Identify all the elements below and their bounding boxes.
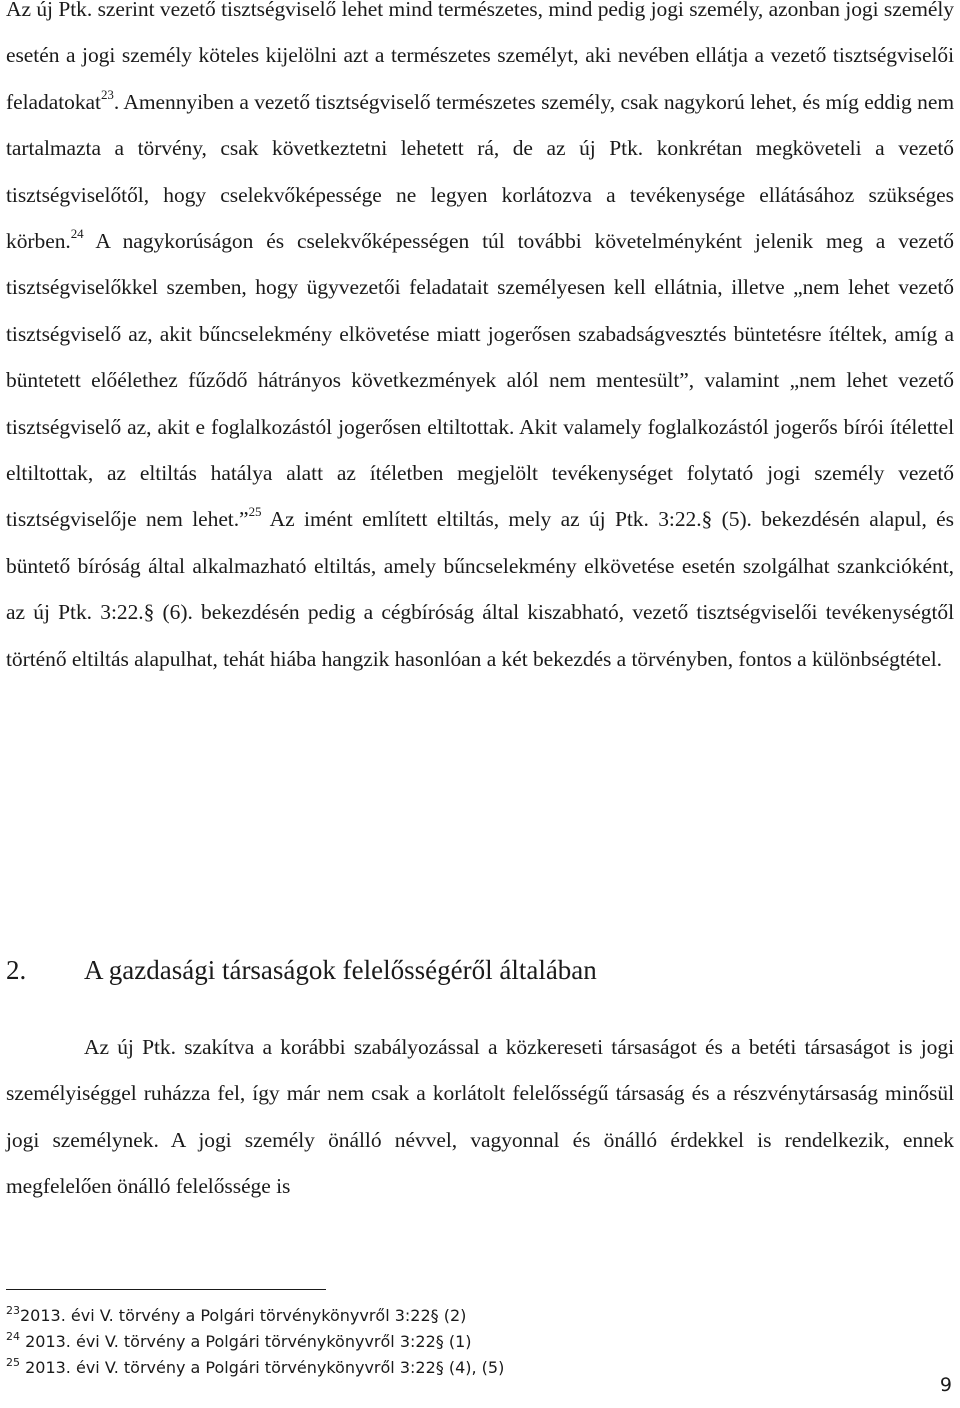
section-heading: [6, 955, 597, 986]
footnote: [6, 1303, 906, 1329]
paragraph-text: A nagykorúságon és cselekvőképességen túl további követelményként jelenik meg a vezető tisztségviselőkkel szemben, hogy ügyvezetői feladatait személyesen kell ellátnia, illetve „nem lehet vezető tisztségviselő az, akit bűncselekmény elkövetése miatt jogerősen szabadságvesztés büntetésre ítéltek, amíg a büntetett előélethez fűződő hátrányos következmények alól nem mentesült”, valamint „nem lehet vezető tisztségviselő az, akit e foglalkozástól jogerősen eltiltottak. Akit valamely foglalkozástól jogerős bírói ítélettel eltiltottak, az eltiltás hatálya alatt az ítéletben megjelölt tevékenységet folytató jogi személy vezető tisztségviselője nem lehet.”: [6, 229, 954, 532]
footnote-number: 25: [6, 1355, 20, 1369]
footnote-text: 2013. évi V. törvény a Polgári törvénykönyvről 3:22§ (1): [20, 1332, 472, 1351]
body-paragraph: [6, 0, 954, 682]
body-paragraph: [6, 1024, 954, 1210]
footnotes: [6, 1303, 906, 1381]
section-number: 2.: [6, 955, 27, 985]
paragraph-text: Az új Ptk. szerint vezető tisztségviselő lehet mind természetes, mind pedig jogi személy, azonban jogi személy esetén a jogi személy köteles kijelölni azt a természetes személyt, aki nevében ellátja a vezető tisztségviselői feladatokat: [6, 0, 954, 114]
footnote: [6, 1329, 906, 1355]
page-number: 9: [939, 1374, 952, 1396]
paragraph-text: . Amennyiben a vezető tisztségviselő természetes személy, csak nagykorú lehet, és míg eddig nem tartalmazta a törvény, csak következtetni lehetett rá, de az új Ptk. konkrétan megköveteli a vezető tisztségviselőtől, hogy cselekvőképessége ne legyen korlátozva a tevékenysége ellátásához szükséges körben.: [6, 89, 954, 254]
footnote-number: 23: [6, 1303, 20, 1317]
paragraph-text: Az imént említett eltiltás, mely az új Ptk. 3:22.§ (5). bekezdésén alapul, és büntető bíróság által alkalmazható eltiltás, amely bűncselekmény elkövetése esetén szolgálhat szankcióként, az új Ptk. 3:22.§ (6). bekezdésén pedig a cégbíróság által kiszabható, vezető tisztségviselői tevékenységtől történő eltiltás alapulhat, tehát hiába hangzik hasonlóan a két bekezdés a törvényben, fontos a különbségtétel.: [6, 507, 954, 671]
footnote-text: 2013. évi V. törvény a Polgári törvénykönyvről 3:22§ (2): [20, 1306, 467, 1325]
footnote-number: 24: [6, 1329, 20, 1343]
footnote-reference[interactable]: 24: [70, 225, 84, 241]
footnote-text: 2013. évi V. törvény a Polgári törvénykönyvről 3:22§ (4), (5): [20, 1358, 505, 1377]
section-title: A gazdasági társaságok felelősségéről általában: [84, 955, 597, 985]
footnote-reference[interactable]: 23: [100, 86, 114, 102]
footnote: [6, 1355, 906, 1381]
paragraph-text: Az új Ptk. szakítva a korábbi szabályozással a közkereseti társaságot és a betéti társaságot is jogi személyiséggel ruházza fel, így már nem csak a korlátolt felelősségű társaság és a részvénytársaság minősül jogi személynek. A jogi személy önálló névvel, vagyonnal és önálló érdekkel is rendelkezik, ennek megfelelően önálló felelőssége is: [6, 1035, 954, 1199]
footnote-separator: [6, 1289, 326, 1290]
footnote-reference[interactable]: 25: [248, 504, 262, 520]
